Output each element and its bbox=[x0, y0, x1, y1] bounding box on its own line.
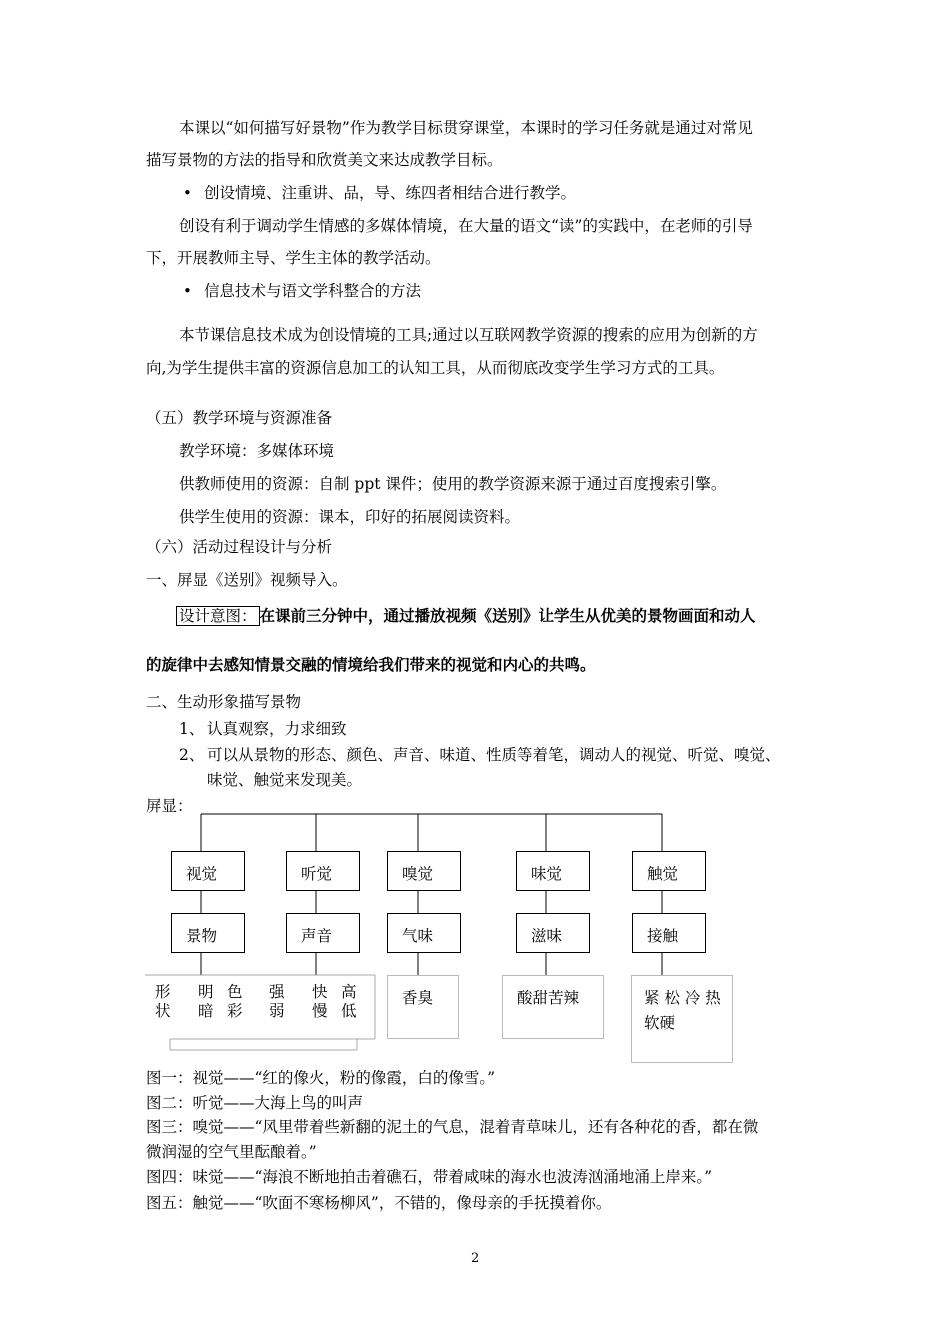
object-label: 景物 bbox=[186, 927, 218, 945]
para2-line1: 创设有利于调动学生情感的多媒体情境，在大量的语文“读”的实践中，在老师的引导 bbox=[179, 217, 753, 235]
figure-caption: 图五：触觉——“吹面不寒杨柳风”，不错的，像母亲的手抚摸着你。 bbox=[146, 1194, 612, 1212]
vision-detail-item: 明 暗 bbox=[198, 983, 214, 1020]
design-intent-line2: 的旋律中去感知情景交融的情境给我们带来的视觉和内心的共鸣。 bbox=[146, 656, 596, 674]
item2-line2: 味觉、触觉来发现美。 bbox=[207, 771, 363, 789]
smell-detail-box bbox=[387, 975, 459, 1039]
taste-detail-box bbox=[502, 975, 604, 1039]
sense-box-vision bbox=[171, 851, 245, 891]
design-intent-label: 设计意图： bbox=[176, 606, 260, 626]
figure-caption: 图三：嗅觉——“风里带着些新翻的泥土的气息，混着青草味儿，还有各种花的香，都在微 bbox=[146, 1118, 759, 1136]
taste-detail-text: 酸甜苦辣 bbox=[517, 989, 580, 1007]
section5-heading: （五）教学环境与资源准备 bbox=[146, 409, 333, 427]
para1-line1: 本课以“如何描写好景物”作为教学目标贯穿课堂，本课时的学习任务就是通过对常见 bbox=[179, 119, 753, 137]
sense-label: 视觉 bbox=[186, 865, 218, 883]
bullet2-text: 信息技术与语文学科整合的方法 bbox=[204, 282, 422, 300]
sense-box-touch bbox=[632, 851, 706, 891]
design-intent-text: 在课前三分钟中，通过播放视频《送别》让学生从优美的景物画面和动人 bbox=[259, 607, 756, 625]
step1-text: 一、屏显《送别》视频导入。 bbox=[146, 571, 348, 589]
sense-box-taste bbox=[516, 851, 590, 891]
touch-detail-line2: 软硬 bbox=[644, 1014, 676, 1032]
step2-text: 二、生动形象描写景物 bbox=[146, 693, 302, 711]
vision-detail-item: 高 低 bbox=[341, 983, 357, 1020]
object-box-scenery bbox=[171, 913, 245, 953]
screen-label: 屏显： bbox=[146, 797, 193, 815]
para1-line2: 描写景物的方法的指导和欣赏美文来达成教学目标。 bbox=[146, 151, 503, 169]
object-box-flavor bbox=[516, 913, 590, 953]
object-box-sound bbox=[286, 913, 360, 953]
figure-caption: 图一：视觉——“红的像火，粉的像霞，白的像雪。” bbox=[146, 1069, 496, 1087]
bullet-icon: • bbox=[183, 282, 192, 300]
figure-caption: 微润湿的空气里酝酿着。” bbox=[146, 1143, 317, 1161]
sense-label: 听觉 bbox=[301, 865, 333, 883]
sense-label: 触觉 bbox=[647, 865, 679, 883]
sense-label: 味觉 bbox=[531, 865, 563, 883]
vision-detail-item: 快 慢 bbox=[312, 983, 328, 1020]
item1-text: 认真观察，力求细致 bbox=[207, 720, 347, 738]
item1-num: 1、 bbox=[179, 720, 205, 738]
item2-num: 2、 bbox=[179, 746, 205, 764]
sense-box-hearing bbox=[286, 851, 360, 891]
sense-box-smell bbox=[387, 851, 461, 891]
item2-line1: 可以从景物的形态、颜色、声音、味道、性质等着笔，调动人的视觉、听觉、嗅觉、 bbox=[207, 746, 781, 764]
section6-heading: （六）活动过程设计与分析 bbox=[146, 538, 333, 556]
object-label: 气味 bbox=[402, 927, 434, 945]
para3-line1: 本节课信息技术成为创设情境的工具;通过以互联网教学资源的搜索的应用为创新的方 bbox=[179, 326, 758, 344]
figure-caption: 图四：味觉——“海浪不断地拍击着礁石，带着咸味的海水也波涛汹涌地涌上岸来。” bbox=[146, 1168, 713, 1186]
touch-detail-line1: 紧 松 冷 热 bbox=[644, 989, 721, 1007]
touch-detail-box bbox=[631, 975, 733, 1063]
bullet1-text: 创设情境、注重讲、品，导、练四者相结合进行教学。 bbox=[204, 184, 577, 202]
object-label: 滋味 bbox=[531, 927, 563, 945]
vision-detail-item: 强 弱 bbox=[269, 983, 285, 1020]
figure-caption: 图二：听觉——大海上鸟的叫声 bbox=[146, 1094, 364, 1112]
object-box-odor bbox=[387, 913, 461, 953]
smell-detail-text: 香臭 bbox=[402, 989, 434, 1007]
bullet-icon: • bbox=[183, 184, 192, 202]
page-number: 2 bbox=[471, 1251, 480, 1266]
teacher-resource-text: 供教师使用的资源：自制 ppt 课件；使用的教学资源来源于通过百度搜索引擎。 bbox=[179, 475, 727, 493]
para3-line2: 向,为学生提供丰富的资源信息加工的认知工具，从而彻底改变学生学习方式的工具。 bbox=[146, 359, 725, 377]
env-text: 教学环境：多媒体环境 bbox=[179, 442, 335, 460]
object-label: 声音 bbox=[301, 927, 333, 945]
object-label: 接触 bbox=[647, 927, 679, 945]
vision-detail-item: 形 状 bbox=[155, 983, 171, 1020]
student-resource-text: 供学生使用的资源：课本，印好的拓展阅读资料。 bbox=[179, 508, 521, 526]
sense-label: 嗅觉 bbox=[402, 865, 434, 883]
para2-line2: 下，开展教师主导、学生主体的教学活动。 bbox=[146, 249, 441, 267]
vision-detail-item: 色 彩 bbox=[227, 983, 243, 1020]
object-box-contact bbox=[632, 913, 706, 953]
